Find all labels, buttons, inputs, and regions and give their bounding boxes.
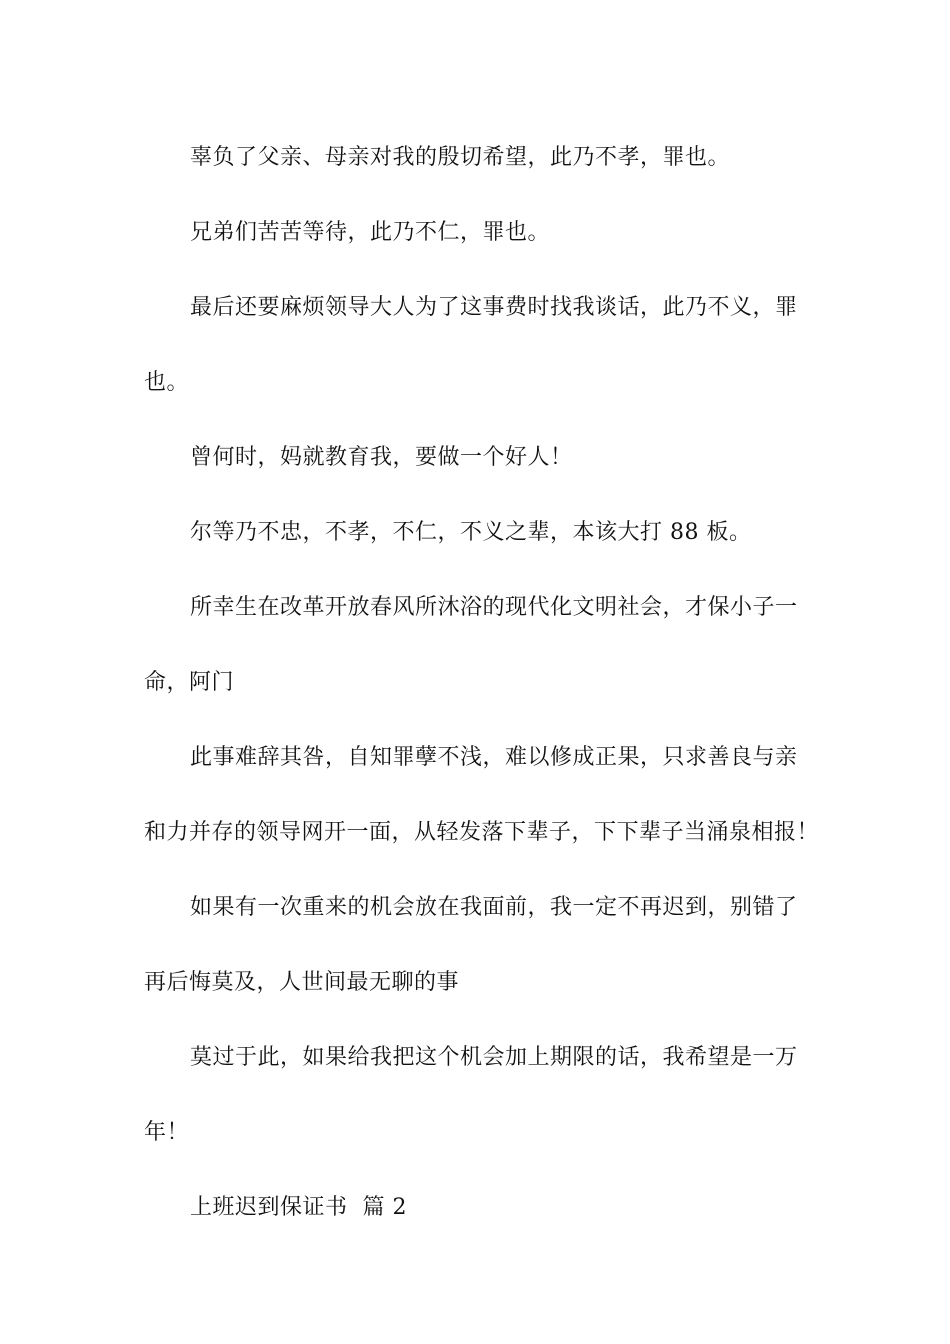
text-line: 兄弟们苦苦等待，此乃不仁，罪也。 [190,220,551,245]
text-line: 辜负了父亲、母亲对我的殷切希望，此乃不孝，罪也。 [190,145,731,170]
paragraph [144,120,814,195]
paragraph [144,495,814,570]
paragraph [144,1020,814,1170]
text-line: 年！ [144,1120,190,1145]
text-line: 尔等乃不忠，不孝，不仁，不义之辈，本该大打 88 板。 [190,520,752,545]
text-line: 莫过于此，如果给我把这个机会加上期限的话，我希望是一万 [190,1045,798,1070]
paragraph [144,195,814,270]
paragraph [144,870,814,1020]
text-line: 最后还要麻烦领导大人为了这事费时找我谈话，此乃不义，罪 [190,295,798,320]
paragraph [144,570,814,720]
paragraph [144,420,814,495]
paragraph [144,720,820,870]
text-line: 和力并存的领导网开一面，从轻发落下辈子，下下辈子当涌泉相报！ [144,820,820,845]
text-line: 如果有一次重来的机会放在我面前，我一定不再迟到，别错了 [190,895,798,920]
paragraph [144,270,814,420]
heading-text: 上班迟到保证书 篇 2 [190,1195,407,1220]
document-body [144,120,820,1245]
text-line: 命，阿门 [144,670,235,695]
text-line: 也。 [144,370,190,395]
text-line: 曾何时，妈就教育我，要做一个好人！ [190,445,573,470]
text-line: 此事难辞其咎，自知罪孽不浅，难以修成正果，只求善良与亲 [190,745,798,770]
text-line: 所幸生在改革开放春风所沐浴的现代化文明社会，才保小子一 [190,595,798,620]
section-heading [144,1170,814,1245]
text-line: 再后悔莫及，人世间最无聊的事 [144,970,460,995]
